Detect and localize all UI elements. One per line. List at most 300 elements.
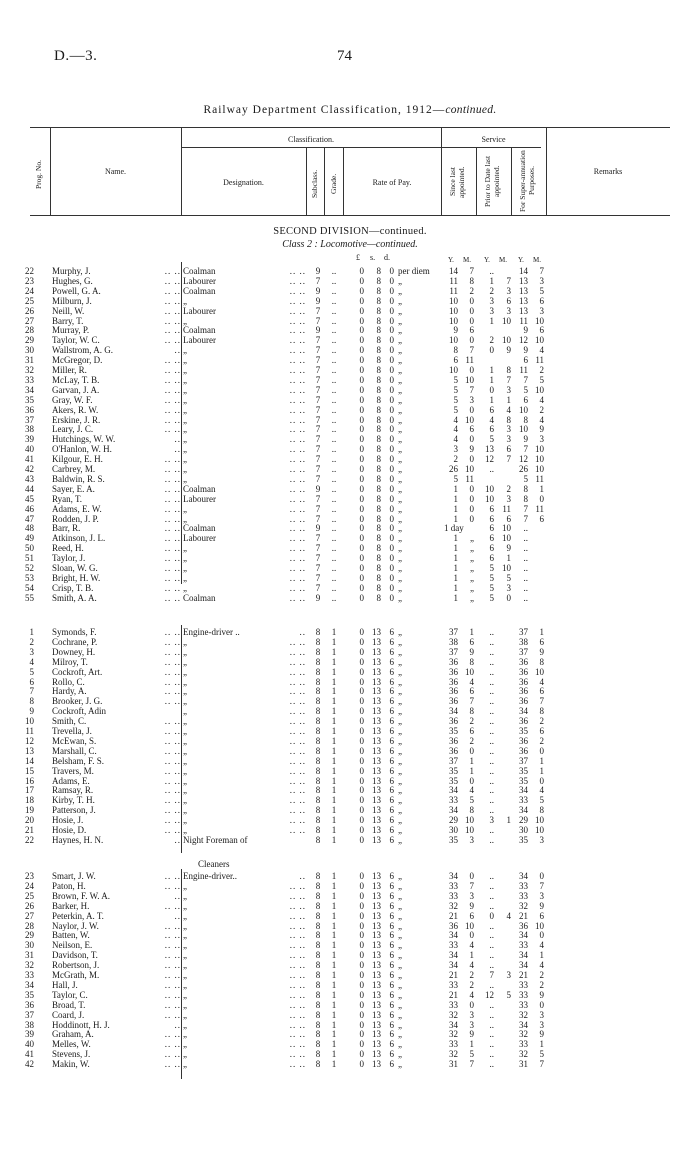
- leader-dots: .. ..: [289, 745, 306, 756]
- pay-pounds: 0: [359, 706, 364, 717]
- grade: 1: [331, 825, 337, 835]
- super-months: 4: [539, 785, 544, 796]
- prior-years: ..: [489, 686, 494, 697]
- grade: 1: [331, 716, 337, 727]
- pay-period: „: [398, 676, 402, 687]
- table-row: [0, 795, 700, 805]
- designation: „: [183, 745, 187, 756]
- pay-shillings: 8: [376, 335, 381, 346]
- grade: ..: [331, 404, 337, 415]
- super-months: 3: [539, 275, 544, 286]
- prior-years: 3: [489, 305, 494, 316]
- table-row: [0, 514, 700, 524]
- leader-dots: .. ..: [164, 285, 181, 296]
- pay-pence: 0: [389, 384, 394, 395]
- leader-dots: .. ..: [289, 989, 306, 1000]
- grade: ..: [331, 335, 337, 346]
- prior-years: ..: [489, 716, 494, 727]
- since-months: 6: [469, 686, 474, 697]
- pay-period: „: [398, 394, 402, 405]
- prior-years: ..: [489, 646, 494, 657]
- subclass: 8: [315, 1029, 321, 1040]
- grade: 1: [331, 636, 337, 647]
- prog-no: 53: [25, 572, 34, 583]
- designation: „: [183, 553, 187, 564]
- table-row: [0, 746, 700, 756]
- super-years: 35: [519, 726, 528, 736]
- employee-name: Melles, W.: [52, 1039, 91, 1050]
- grade: ..: [331, 305, 337, 316]
- col-divider: [476, 147, 477, 215]
- employee-name: Barker, H.: [52, 900, 90, 911]
- subclass: 7: [315, 315, 321, 326]
- employee-name: Trevella, J.: [52, 726, 92, 736]
- since-months: 0: [469, 930, 474, 941]
- pay-pence: 6: [389, 950, 394, 961]
- pay-period: „: [398, 696, 402, 707]
- prior-months: 3: [506, 384, 511, 395]
- since-years: 10: [449, 335, 458, 346]
- since-years: 21: [449, 970, 458, 980]
- super-years: 34: [519, 960, 528, 971]
- table-row: [0, 657, 700, 667]
- table-row: [0, 1039, 700, 1049]
- prog-no: 55: [25, 592, 34, 603]
- prior-years: ..: [489, 999, 494, 1010]
- pay-pence: 0: [389, 355, 394, 366]
- super-months: 10: [535, 315, 544, 326]
- pay-pence: 6: [389, 627, 394, 637]
- super-months: 2: [539, 979, 544, 990]
- super-years: 32: [519, 1009, 528, 1020]
- grade: 1: [331, 745, 337, 756]
- pay-pounds: 0: [359, 424, 364, 435]
- since-years: 1: [453, 503, 458, 514]
- pay-pence: 6: [389, 745, 394, 756]
- subclass: 8: [315, 765, 321, 776]
- prior-months: 9: [506, 543, 511, 554]
- leader-dots: .. ..: [289, 315, 306, 326]
- super-months: 3: [539, 834, 544, 845]
- since-years: 30: [449, 825, 458, 835]
- super-years: ..: [523, 523, 528, 534]
- leader-dots: .. ..: [289, 999, 306, 1010]
- subclass: 8: [315, 950, 321, 961]
- table-row: [0, 1020, 700, 1030]
- pay-pence: 6: [389, 910, 394, 921]
- leader-dots: .. ..: [164, 553, 181, 564]
- designation: „: [183, 295, 187, 306]
- super-years: 34: [519, 805, 528, 816]
- pay-period: „: [398, 523, 402, 534]
- designation: „: [183, 365, 187, 375]
- prog-no: 34: [25, 384, 34, 395]
- prior-years: 10: [485, 493, 494, 504]
- pay-period: „: [398, 726, 402, 736]
- leader-dots: .. ..: [164, 1059, 181, 1070]
- leader-dots: .. ..: [164, 1049, 181, 1060]
- subclass: 7: [315, 454, 321, 465]
- pay-shillings: 8: [376, 305, 381, 316]
- subclass: 8: [315, 795, 321, 806]
- table-row: [0, 990, 700, 1000]
- leader-dots: .. ..: [289, 572, 306, 583]
- prog-no: 43: [25, 473, 34, 484]
- subclass: 7: [315, 305, 321, 316]
- pay-pounds: 0: [359, 636, 364, 647]
- super-months: 7: [539, 1059, 544, 1070]
- super-months: 9: [539, 646, 544, 657]
- leader-dots: .. ..: [164, 627, 181, 637]
- pay-pence: 0: [389, 513, 394, 524]
- table-row: [0, 871, 700, 881]
- subclass: 8: [315, 880, 321, 891]
- since-years: 5: [453, 394, 458, 405]
- pay-pounds: 0: [359, 275, 364, 286]
- leader-dots: .. ..: [289, 735, 306, 746]
- leader-dots: .. ..: [289, 676, 306, 687]
- grade: 1: [331, 900, 337, 911]
- employee-name: Murray, P.: [52, 325, 90, 336]
- super-years: 33: [519, 999, 528, 1010]
- pay-pence: 6: [389, 666, 394, 677]
- pay-period: per diem: [398, 266, 430, 276]
- pay-shillings: 8: [376, 444, 381, 455]
- since-years: 5: [453, 384, 458, 395]
- prog-no: 34: [25, 979, 34, 990]
- pay-shillings: 8: [376, 553, 381, 564]
- pay-pounds: 0: [359, 1019, 364, 1030]
- leader-dots: .. ..: [289, 765, 306, 776]
- subclass: 7: [315, 404, 321, 415]
- subclass: 8: [315, 775, 321, 786]
- since-months: 1: [469, 1039, 474, 1050]
- subclass: 9: [315, 285, 321, 296]
- since-months: „: [470, 572, 474, 583]
- pay-pence: 6: [389, 920, 394, 931]
- prior-years: 6: [489, 553, 494, 564]
- designation-continuation: [0, 859, 700, 869]
- prior-years: 0: [489, 384, 494, 395]
- super-months: 7: [539, 266, 544, 276]
- pay-pounds: 0: [359, 785, 364, 796]
- subclass: 8: [315, 745, 321, 756]
- since-years: 33: [449, 890, 458, 901]
- leader-dots: .. ..: [289, 266, 306, 276]
- since-years: 2: [453, 454, 458, 465]
- prog-no: 32: [25, 960, 34, 971]
- super-months: 9: [539, 424, 544, 435]
- pay-shillings: 13: [372, 745, 381, 756]
- grade: 1: [331, 765, 337, 776]
- pay-period: „: [398, 960, 402, 971]
- subclass: 7: [315, 355, 321, 366]
- employee-name: Rollo, C.: [52, 676, 85, 687]
- since-years: 36: [449, 676, 458, 687]
- leader-dots: .. ..: [289, 775, 306, 786]
- pay-period: „: [398, 825, 402, 835]
- pay-shillings: 8: [376, 454, 381, 465]
- leader-dots: .. ..: [164, 582, 181, 593]
- since-months: 0: [469, 513, 474, 524]
- super-months: 10: [535, 464, 544, 474]
- prior-months: 3: [506, 493, 511, 504]
- subclass: 7: [315, 464, 321, 474]
- pay-pounds: 0: [359, 295, 364, 306]
- table-row: [0, 940, 700, 950]
- subclass: 8: [315, 979, 321, 990]
- super-years: 30: [519, 825, 528, 835]
- super-months: 3: [539, 1009, 544, 1020]
- subclass: 7: [315, 394, 321, 405]
- leader-dots: .. ..: [164, 795, 181, 806]
- since-months: 10: [465, 825, 474, 835]
- employee-name: Kirby, T. H.: [52, 795, 95, 806]
- grade: 1: [331, 880, 337, 891]
- grade: 1: [331, 1049, 337, 1060]
- pay-pence: 6: [389, 706, 394, 717]
- subclass: 8: [315, 900, 321, 911]
- pay-pounds: 0: [359, 493, 364, 504]
- table-row: [0, 921, 700, 931]
- pay-pounds: 0: [359, 960, 364, 971]
- employee-name: Cockroft, Adin: [52, 706, 106, 717]
- prog-no: 22: [25, 834, 34, 845]
- pay-period: „: [398, 765, 402, 776]
- since-months: 0: [469, 305, 474, 316]
- super-years: 36: [519, 656, 528, 667]
- since-months: 7: [469, 880, 474, 891]
- since-months: 4: [469, 989, 474, 1000]
- since-months: 2: [469, 285, 474, 296]
- page-title: [0, 104, 700, 116]
- designation: „: [183, 815, 187, 826]
- employee-name: Barr, R.: [52, 523, 81, 534]
- designation: „: [183, 676, 187, 687]
- prior-years: ..: [489, 834, 494, 845]
- pay-pounds: 0: [359, 910, 364, 921]
- prior-months: 8: [506, 414, 511, 425]
- prior-months: 9: [506, 345, 511, 356]
- pay-period: „: [398, 785, 402, 796]
- super-years: 33: [519, 989, 528, 1000]
- since-years: 36: [449, 716, 458, 727]
- leader-dots: .. ..: [164, 424, 181, 435]
- since-months: 1: [469, 765, 474, 776]
- prior-months: 4: [506, 910, 511, 921]
- pay-pence: 6: [389, 979, 394, 990]
- prior-years: 6: [489, 503, 494, 514]
- since-years: 35: [449, 765, 458, 776]
- prog-no: 45: [25, 493, 34, 504]
- super-months: 2: [539, 404, 544, 415]
- since-months: 0: [469, 454, 474, 465]
- since-years: 5: [453, 374, 458, 385]
- employee-name: Gray, W. F.: [52, 394, 93, 405]
- table-row: [0, 266, 700, 276]
- super-months: 4: [539, 394, 544, 405]
- employee-name: Ramsay, R.: [52, 785, 94, 796]
- super-years: 36: [519, 666, 528, 677]
- subclass: 8: [315, 989, 321, 1000]
- grade: ..: [331, 543, 337, 554]
- pay-shillings: 8: [376, 345, 381, 356]
- pay-shillings: 8: [376, 365, 381, 375]
- since-months: 3: [469, 394, 474, 405]
- grade: ..: [331, 563, 337, 573]
- grade: ..: [331, 553, 337, 564]
- super-years: 21: [519, 970, 528, 980]
- pay-pence: 0: [389, 553, 394, 564]
- pay-shillings: 13: [372, 735, 381, 746]
- pay-pence: 0: [389, 543, 394, 554]
- pay-pounds: 0: [359, 1059, 364, 1070]
- prior-years: 6: [489, 424, 494, 435]
- employee-name: Davidson, T.: [52, 950, 98, 961]
- pay-period: „: [398, 871, 402, 881]
- since-years: 35: [449, 834, 458, 845]
- since-years: 1: [453, 553, 458, 564]
- employee-name: Reed, H.: [52, 543, 84, 554]
- prog-no: 13: [25, 745, 34, 756]
- leader-dots: ..: [174, 444, 181, 455]
- super-years: 6: [523, 394, 528, 405]
- prior-months: 7: [506, 275, 511, 286]
- remarks-header: Remarks: [593, 167, 623, 176]
- employee-name: Broad, T.: [52, 999, 86, 1010]
- grade: ..: [331, 424, 337, 435]
- prog-no: 22: [25, 266, 34, 276]
- super-years: 10: [519, 404, 528, 415]
- designation: Labourer: [183, 493, 216, 504]
- leader-dots: .. ..: [164, 989, 181, 1000]
- leader-dots: .. ..: [289, 636, 306, 647]
- grade: ..: [331, 275, 337, 286]
- designation: „: [183, 910, 187, 921]
- employee-name: Leary, J. C.: [52, 424, 94, 435]
- pay-pounds: 0: [359, 503, 364, 514]
- since-years: 31: [449, 1059, 458, 1070]
- since-months: 0: [469, 999, 474, 1010]
- since-years: 36: [449, 686, 458, 697]
- super-years: 34: [519, 785, 528, 796]
- prog-no: 30: [25, 345, 34, 356]
- leader-dots: .. ..: [164, 646, 181, 657]
- leader-dots: .. ..: [164, 871, 181, 881]
- prior-years: 4: [489, 414, 494, 425]
- employee-name: McLay, T. B.: [52, 374, 100, 385]
- super-years: 38: [519, 636, 528, 647]
- prior-years: ..: [489, 627, 494, 637]
- prog-no: 37: [25, 1009, 34, 1020]
- table-row: [0, 647, 700, 657]
- subclass: 7: [315, 345, 321, 356]
- since-months: 3: [469, 834, 474, 845]
- leader-dots: .. ..: [164, 414, 181, 425]
- employee-name: Kilgour, E. H.: [52, 454, 103, 465]
- table-row: [0, 444, 700, 454]
- pay-shillings: 13: [372, 676, 381, 687]
- grade: ..: [331, 295, 337, 306]
- leader-dots: .. ..: [289, 900, 306, 911]
- super-months: 4: [539, 940, 544, 951]
- rate-of-pay-header: Rate of Pay.: [372, 178, 412, 187]
- employee-name: Haynes, H. N.: [52, 834, 104, 845]
- pay-pence: 6: [389, 890, 394, 901]
- since-years: 32: [449, 1009, 458, 1020]
- subclass: 7: [315, 543, 321, 554]
- table-row: [0, 533, 700, 543]
- pay-pence: 6: [389, 1019, 394, 1030]
- leader-dots: .. ..: [289, 805, 306, 816]
- pay-pounds: 0: [359, 656, 364, 667]
- since-years: 6: [453, 355, 458, 366]
- pay-pence: 6: [389, 825, 394, 835]
- pay-shillings: 13: [372, 815, 381, 826]
- since-months: 2: [469, 716, 474, 727]
- leader-dots: .. ..: [289, 1029, 306, 1040]
- pay-period: „: [398, 940, 402, 951]
- grade: 1: [331, 960, 337, 971]
- pay-shillings: 13: [372, 775, 381, 786]
- employee-name: Baldwin, R. S.: [52, 473, 105, 484]
- super-months: 1: [539, 1039, 544, 1050]
- pay-pounds: 0: [359, 686, 364, 697]
- employee-name: Cockroft, Art.: [52, 666, 103, 677]
- table-row: [0, 286, 700, 296]
- leader-dots: .. ..: [164, 815, 181, 826]
- prog-no: 21: [25, 825, 34, 835]
- prog-no: 35: [25, 394, 34, 405]
- prior-years: ..: [489, 795, 494, 806]
- pay-pounds: 0: [359, 384, 364, 395]
- leader-dots: ..: [299, 871, 306, 881]
- grade: ..: [331, 572, 337, 583]
- since-years: 36: [449, 735, 458, 746]
- leader-dots: ..: [174, 890, 181, 901]
- prior-years: ..: [489, 1019, 494, 1030]
- pay-period: „: [398, 834, 402, 845]
- employee-name: Erskine, J. R.: [52, 414, 101, 425]
- prog-no: 15: [25, 765, 34, 776]
- since-months: 6: [469, 325, 474, 336]
- since-months: 3: [469, 890, 474, 901]
- designation: „: [183, 563, 187, 573]
- prior-years: 0: [489, 910, 494, 921]
- prog-no: 10: [25, 716, 34, 727]
- super-years: 37: [519, 627, 528, 637]
- service-rule: [441, 147, 541, 148]
- super-years: 7: [523, 513, 528, 524]
- pay-shillings: 13: [372, 825, 381, 835]
- super-years: 6: [523, 355, 528, 366]
- subclass: 8: [315, 636, 321, 647]
- pay-pence: 0: [389, 483, 394, 494]
- classification-rule: [181, 147, 441, 148]
- pay-shillings: 8: [376, 394, 381, 405]
- since-months: 4: [469, 960, 474, 971]
- leader-dots: .. ..: [289, 815, 306, 826]
- super-months: 11: [535, 503, 544, 514]
- super-years: 36: [519, 716, 528, 727]
- subclass: 8: [315, 716, 321, 727]
- super-years: 8: [523, 483, 528, 494]
- pay-period: „: [398, 755, 402, 766]
- super-months: 4: [539, 345, 544, 356]
- since-years: 11: [449, 275, 458, 286]
- pay-pounds: 0: [359, 365, 364, 375]
- pay-pence: 6: [389, 1049, 394, 1060]
